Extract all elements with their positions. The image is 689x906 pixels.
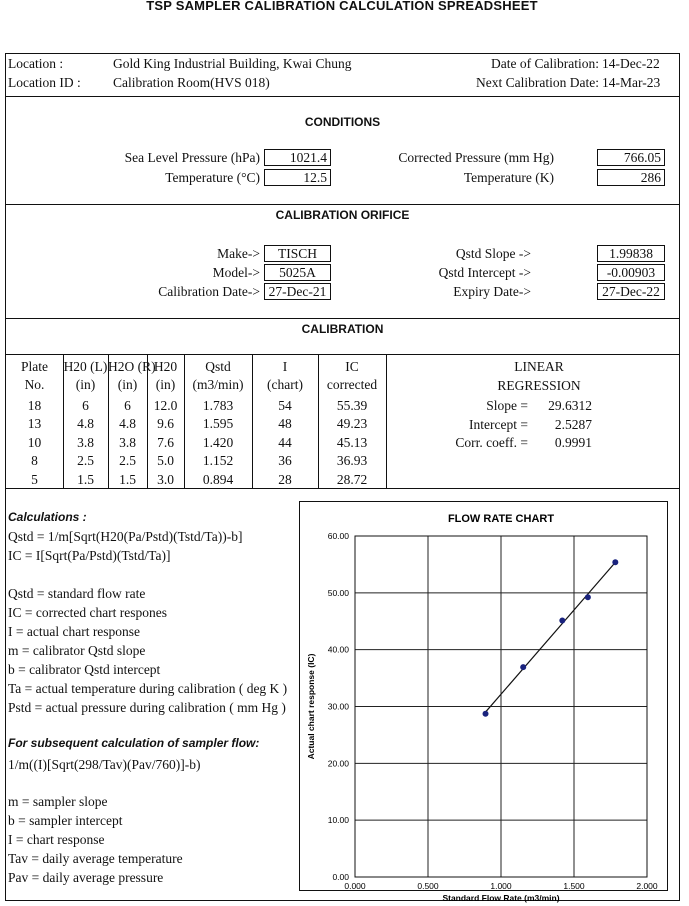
table-cell: 1.5: [119, 471, 136, 487]
table-cell: 48: [278, 416, 292, 432]
data-point: [520, 664, 526, 670]
calc-line: Pstd = actual pressure during calibration ( mm Hg ): [8, 700, 286, 715]
table-cell: 1.783: [202, 398, 234, 413]
calc-line: m = sampler slope: [8, 794, 108, 809]
table-cell: 0.894: [202, 471, 234, 487]
table-cell: 3.0: [157, 471, 174, 487]
qstd-slope-label: Qstd Slope ->: [455, 246, 531, 261]
table-header-cell: I: [282, 359, 288, 374]
flow-rate-chart-frame: [299, 501, 668, 903]
table-cell: 5.0: [157, 453, 174, 469]
table-cell: 44: [278, 434, 292, 450]
subsequent-heading: For subsequent calculation of sampler flow:: [8, 736, 260, 750]
y-axis-label: Actual chart response (IC): [306, 653, 316, 760]
expiry-date-value: 27-Dec-22: [597, 283, 665, 300]
temperature-k-value: 286: [597, 169, 665, 186]
data-point: [559, 618, 565, 624]
divider: [6, 204, 679, 205]
table-header-cell: H20 (L): [63, 359, 108, 374]
corrected-pressure-label: Corrected Pressure (mm Hg): [398, 150, 554, 165]
calibration-heading: CALIBRATION: [301, 322, 384, 336]
calibration-date-label: Date of Calibration:: [491, 56, 599, 71]
regression-intercept-value: 2.5287: [554, 417, 592, 432]
orifice-heading: CALIBRATION ORIFICE: [275, 208, 410, 222]
calc-line: Pav = daily average pressure: [8, 870, 164, 885]
table-cell: 4.8: [77, 416, 94, 432]
table-cell: 1.595: [202, 416, 234, 432]
x-tick-label: 0.500: [417, 881, 439, 891]
expiry-date-label: Expiry Date->: [453, 284, 531, 299]
y-tick-label: 30.00: [327, 701, 349, 712]
table-cell: 28: [278, 471, 292, 487]
location-value: Gold King Industrial Building, Kwai Chung: [113, 56, 352, 71]
y-tick-label: 50.00: [327, 587, 349, 598]
next-calibration-value: 14-Mar-23: [602, 75, 661, 90]
calc-line: Qstd = standard flow rate: [8, 586, 146, 601]
table-cell: 10: [27, 434, 42, 450]
x-axis-label: Standard Flow Rate (m3/min): [442, 893, 560, 903]
table-cell: 36.93: [336, 453, 368, 469]
orifice-calibration-date-value: 27-Dec-21: [264, 283, 331, 300]
regression-heading-1: LINEAR: [514, 359, 564, 374]
x-tick-label: 2.000: [636, 881, 658, 891]
x-tick-label: 1.000: [490, 881, 512, 891]
location-id-value: Calibration Room(HVS 018): [113, 75, 270, 90]
table-column-line: [386, 354, 387, 488]
orifice-calibration-date-label: Calibration Date->: [158, 284, 260, 299]
calc-line: I = chart response: [8, 832, 105, 847]
table-cell: 55.39: [336, 398, 368, 413]
calc-line: IC = I[Sqrt(Pa/Pstd)(Tstd/Ta)]: [8, 548, 171, 563]
sea-level-pressure-value: 1021.4: [264, 149, 331, 166]
table-header-cell: H2O (R): [108, 359, 156, 374]
regression-slope-label: Slope =: [486, 398, 528, 413]
calc-line: b = sampler intercept: [8, 813, 123, 828]
regression-slope-value: 29.6312: [548, 398, 592, 413]
sea-level-pressure-label: Sea Level Pressure (hPa): [124, 150, 260, 165]
corr-coeff-label: Corr. coeff. =: [455, 435, 528, 450]
table-cell: 6: [124, 398, 131, 413]
calibration-sheet: [5, 53, 680, 901]
qstd-slope-value: 1.99838: [597, 245, 665, 262]
make-value: TISCH: [264, 245, 331, 262]
qstd-intercept-value: -0.00903: [597, 264, 665, 281]
table-header-cell: corrected: [326, 377, 378, 392]
calc-line: Ta = actual temperature during calibration ( deg K ): [8, 681, 288, 696]
table-cell: 6: [82, 398, 89, 413]
location-label: Location :: [8, 56, 64, 71]
table-cell: 28.72: [336, 471, 368, 487]
table-cell: 54: [278, 398, 292, 413]
table-cell: 3.8: [77, 434, 94, 450]
table-cell: 3.8: [119, 434, 136, 450]
x-tick-label: 0.000: [344, 881, 366, 891]
corr-coeff-value: 0.9991: [554, 435, 592, 450]
page-title: TSP SAMPLER CALIBRATION CALCULATION SPREADSHEET: [146, 0, 538, 13]
table-cell: 13: [27, 416, 42, 432]
data-point: [585, 594, 591, 600]
table-header-cell: (in): [117, 377, 138, 392]
y-tick-label: 10.00: [327, 815, 349, 826]
table-cell: 4.8: [119, 416, 136, 432]
calibration-date-value: 14-Dec-22: [602, 56, 660, 71]
calc-line: b = calibrator Qstd intercept: [8, 662, 161, 677]
x-tick-label: 1.500: [563, 881, 585, 891]
y-tick-label: 40.00: [327, 644, 349, 655]
table-cell: 18: [27, 398, 42, 413]
make-label: Make->: [217, 246, 260, 261]
table-cell: 5: [31, 471, 38, 487]
flow-rate-chart: [300, 502, 667, 903]
divider: [6, 96, 679, 97]
trendline: [486, 562, 616, 712]
table-cell: 36: [278, 453, 292, 469]
table-header-cell: Plate: [21, 359, 48, 374]
table-header-cell: (in): [155, 377, 176, 392]
data-point: [483, 711, 489, 717]
table-cell: 7.6: [157, 434, 174, 450]
conditions-heading: CONDITIONS: [304, 115, 381, 129]
table-header-cell: Qstd: [205, 359, 231, 374]
table-cell: 2.5: [119, 453, 136, 469]
table-header-cell: IC: [345, 359, 359, 374]
y-tick-label: 60.00: [327, 531, 349, 541]
table-cell: 1.5: [77, 471, 94, 487]
calc-line: I = actual chart response: [8, 624, 141, 639]
table-cell: 1.152: [202, 453, 234, 469]
model-label: Model->: [212, 265, 260, 280]
table-header-cell: No.: [24, 377, 45, 392]
table-header-cell: (in): [75, 377, 96, 392]
table-cell: 2.5: [77, 453, 94, 469]
divider: [6, 318, 679, 319]
calc-line: m = calibrator Qstd slope: [8, 643, 146, 658]
table-cell: 8: [31, 453, 38, 469]
calc-line: Tav = daily average temperature: [8, 851, 183, 866]
location-id-label: Location ID :: [8, 75, 81, 90]
regression-intercept-label: Intercept =: [469, 417, 528, 432]
calc-line: IC = corrected chart respones: [8, 605, 168, 620]
divider: [6, 488, 679, 489]
table-cell: 9.6: [157, 416, 174, 432]
model-value: 5025A: [264, 264, 331, 281]
table-header-cell: H20: [153, 359, 178, 374]
temperature-c-label: Temperature (°C): [165, 170, 260, 185]
sampler-formula: 1/m((I)[Sqrt(298/Tav)(Pav/760)]-b): [8, 757, 201, 772]
table-header-cell: (m3/min): [192, 377, 244, 392]
regression-heading-2: REGRESSION: [497, 378, 581, 393]
temperature-c-value: 12.5: [264, 169, 331, 186]
y-tick-label: 0.00: [332, 872, 349, 882]
corrected-pressure-value: 766.05: [597, 149, 665, 166]
y-tick-label: 20.00: [327, 758, 349, 769]
next-calibration-label: Next Calibration Date:: [476, 75, 599, 90]
qstd-intercept-label: Qstd Intercept ->: [438, 265, 531, 280]
divider: [6, 354, 679, 355]
table-cell: 49.23: [336, 416, 368, 432]
table-header-cell: (chart): [267, 377, 303, 392]
chart-title: FLOW RATE CHART: [447, 513, 555, 525]
table-cell: 12.0: [153, 398, 178, 413]
calculations-heading: Calculations :: [8, 510, 87, 524]
temperature-k-label: Temperature (K): [463, 170, 554, 185]
data-point: [612, 559, 618, 565]
calc-line: Qstd = 1/m[Sqrt(H20(Pa/Pstd)(Tstd/Ta))-b]: [8, 529, 243, 544]
table-cell: 1.420: [202, 434, 234, 450]
table-cell: 45.13: [336, 434, 368, 450]
